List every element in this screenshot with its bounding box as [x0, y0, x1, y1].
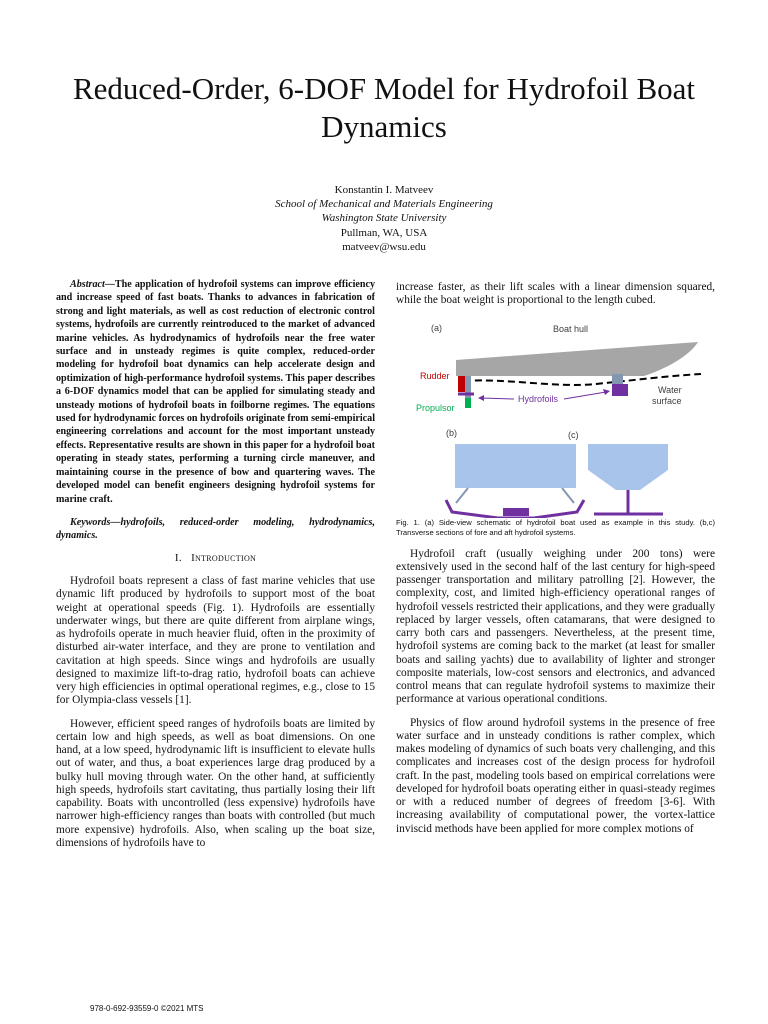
- abstract-body: —The application of hydrofoil systems can improve efficiency and increase speed of fast boats. Thanks to advances in fabrication of strong and light materials, as well as cost reduction of electronic control systems, hydrofoils are currently reintroduced to the market of advanced marine vehicles. As hydrodynamics of hydrofoils near the free water surface and in unsteady regimes is quite complex, reduced-order modeling for hydrofoil boat dynamics can help accelerate design and optimization of high-performance hydrofoil systems. This paper describes a 6-DOF dynamics model that can be applied for simulating steady and unsteady motions of hydrofoil boats in foilborne regimes. The equations used for hydrodynamic forces on hydrofoils originate from semi-empirical engineering correlations and account for the most important unsteady effects. Representative results are shown in this paper for a hydrofoil boat operating in steady states, performing a turning circle maneuver, and maintaining course in the presence of bow and quartering waves. The developed model can benefit engineers designing hydrofoil systems for marine craft.: [56, 279, 375, 505]
- label-boat-hull: Boat hull: [553, 323, 589, 334]
- label-propulsor: Propulsor: [416, 402, 455, 413]
- continued-paragraph: increase faster, as their lift scales with a linear dimension squared, while the boat weight is proportional to the length cubed.: [396, 281, 715, 307]
- label-c: (c): [568, 429, 579, 440]
- label-b: (b): [446, 427, 457, 438]
- author-name: Konstantin I. Matveev: [334, 184, 434, 196]
- arrowhead-right: [603, 389, 610, 395]
- fore-strut-right: [562, 488, 574, 503]
- fore-section-body: [455, 444, 576, 488]
- section-heading-introduction: [56, 552, 375, 565]
- aft-section-body: [588, 444, 668, 490]
- right-paragraph-2: Physics of flow around hydrofoil systems in the presence of free water surface and in unsteady conditions is rather complex, which makes modeling of dynamics of such boats very challenging, and this complicates and increases cost of the design process for hydrofoil craft. In the past, modeling tools based on empirical correlations were developed for hydrofoil boats operating either in quasi-steady regimes or with a reduced number of degrees of freedom [3-6]. With increasing availability of computational power, the vortex-lattice inviscid methods have been applied for more complex motions of: [396, 716, 715, 835]
- abstract-lead: Abstract: [70, 279, 105, 290]
- author-university: Washington State University: [321, 212, 447, 225]
- author-department: School of Mechanical and Materials Engineering: [275, 198, 493, 211]
- abstract: [56, 278, 375, 506]
- author-block: [200, 183, 568, 254]
- label-hydrofoils: Hydrofoils: [518, 393, 559, 404]
- boat-hull-shape: [456, 342, 698, 376]
- intro-paragraph-1: Hydrofoil boats represent a class of fast marine vehicles that use dynamic lift produced by hydrofoils to support most of the boat weight at operational speeds (Fig. 1). Hydrofoils are essentially underwater wings, but there are quite different from airplane wings, as hydrofoils operate in much heavier fluid, often in the proximity of disturbed air-water interface, and they are prone to ventilation and cavitation at high speeds. Since wings and hydrofoils are usually designed to maximize lift-to-drag ratio, hydrofoil boats can achieve very high efficiencies in optimal operational regimes, e.g., close to 15 for Olympia-class vessels [1].: [56, 575, 375, 707]
- footer-copyright: 978-0-692-93559-0 ©2021 MTS: [90, 1004, 204, 1013]
- title-line-2: Dynamics: [321, 109, 447, 144]
- title-line-1: Reduced-Order, 6-DOF Model for Hydrofoil Boat: [72, 71, 696, 106]
- right-paragraph-1: Hydrofoil craft (usually weighing under 200 tons) were extensively used in the second half of the last century for high-speed passenger transportation and military patrolling [2]. However, the complexity, cost, and limited high-efficiency operational ranges of hydrofoil vessels restricted their applications, and they were gradually replaced by larger vessels, often catamarans, that were designed to carry both cars and passengers. Nevertheless, at the present time, hydrofoil systems are coming back to the market (at least for smaller boats and sailing yachts) due to availability of lighter and stronger composite materials, low-cost sensors and electronics, and advanced control means that can regulate hydrofoil systems to maximize their performance at various operational conditions.: [396, 547, 715, 706]
- propulsor-shape: [465, 398, 471, 408]
- fore-hydrofoil: [612, 384, 628, 396]
- fore-strut-left: [456, 488, 468, 503]
- fore-foil-pod: [503, 508, 529, 516]
- label-rudder: Rudder: [420, 370, 450, 381]
- label-a: (a): [431, 322, 442, 333]
- author-location: Pullman, WA, USA: [340, 226, 428, 239]
- rudder-shape: [458, 376, 465, 392]
- hydrofoil-schematic: [396, 318, 715, 518]
- section-number: I.: [174, 551, 182, 564]
- left-column: [56, 278, 375, 860]
- intro-paragraph-2: However, efficient speed ranges of hydrofoils boats are limited by certain low and high speeds, as well as boat dimensions. On one hand, at a low speed, hydrodynamic lift is insufficient to elevate hulls out of water, and thus, a boat experiences large drag produced by a bulky hull moving through water. On the other hand, at sufficiently high speeds, hydrofoils start cavitating, thus partially losing their lift capability. Boats with uncontrolled (less expensive) hydrofoils have narrower high-efficiency ranges than boats with controlled (but much more expensive) hydrofoils. Also, when scaling up the boat size, dimensions of hydrofoils have to: [56, 717, 375, 849]
- author-email[interactable]: matveev@wsu.edu: [342, 240, 426, 253]
- label-water-2: surface: [652, 395, 682, 406]
- paper-title: [40, 70, 728, 146]
- hydrofoils-arrow-left: [481, 398, 514, 399]
- label-water-1: Water: [658, 384, 682, 395]
- figure-caption: Fig. 1. (a) Side-view schematic of hydrofoil boat used as example in this study. (b,c) Transverse sections of fore and aft hydrofoil systems.: [396, 517, 715, 537]
- arrowhead-left: [478, 395, 484, 401]
- keywords: Keywords—hydrofoils, reduced-order modeling, hydrodynamics, dynamics.: [56, 516, 375, 541]
- right-column: [396, 281, 715, 846]
- section-title: Introduction: [191, 551, 257, 564]
- hydrofoils-arrow-right: [564, 392, 606, 399]
- figure-1: [396, 318, 715, 518]
